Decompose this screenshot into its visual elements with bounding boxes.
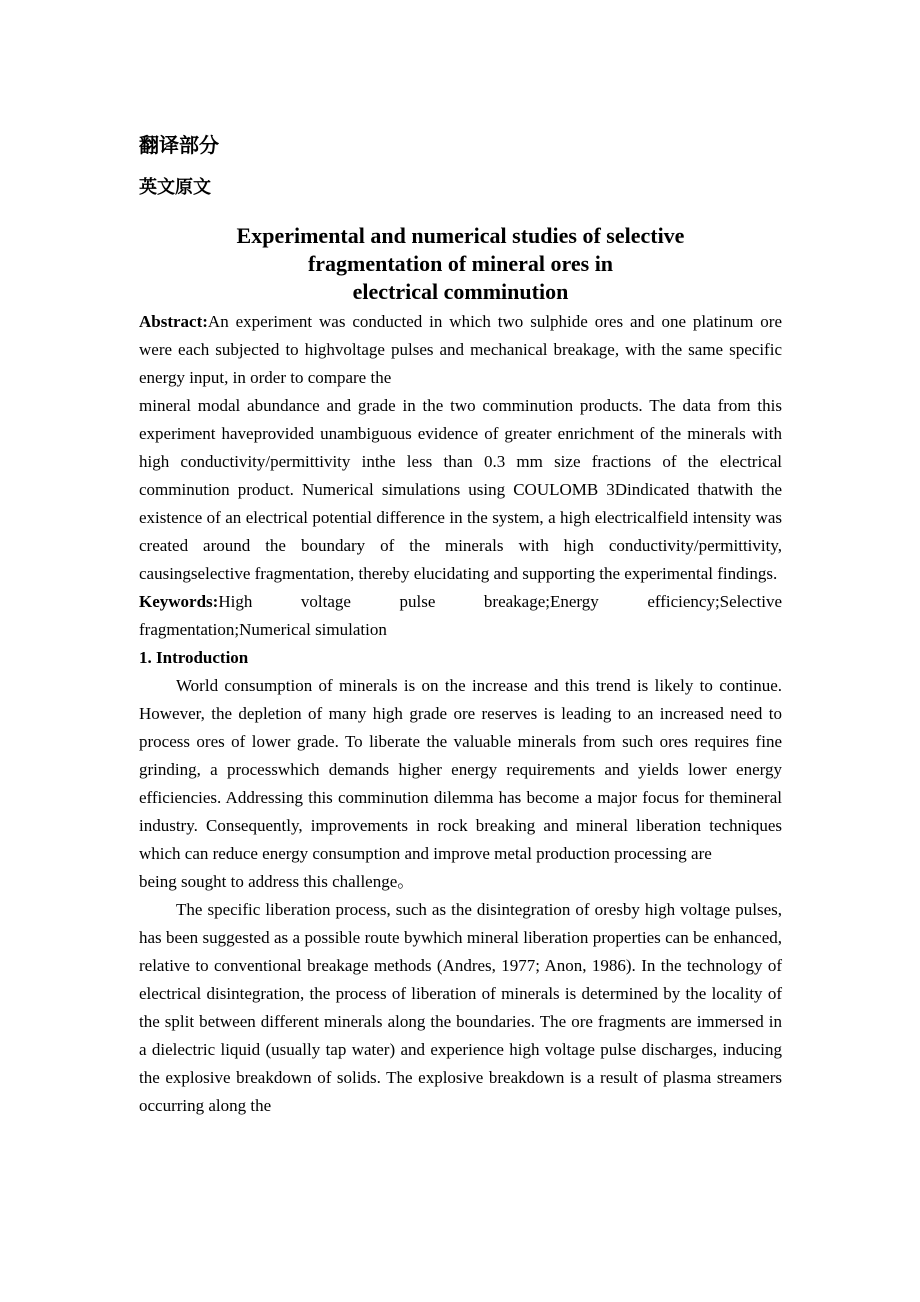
section-heading-cn: 翻译部分 — [139, 133, 219, 157]
article-title-line: Experimental and numerical studies of selective — [236, 223, 685, 248]
intro-paragraph-2: The specific liberation process, such as the disintegration of oresby high voltage pulses, has been suggested as a possible route bywhich mineral liberation properties can be enhanced, relative to conventional breakage methods (Andres, 1977; Anon, 1986). In the technology of electrical disintegration, the process of liberation of minerals is determined by the locality of the split between different minerals along the boundaries. The ore fragments are immersed in a dielectric liquid (usually tap water) and experience high voltage pulse discharges, inducing the explosive breakdown of solids. The explosive breakdown is a result of plasma streamers occurring along the — [139, 900, 782, 1115]
subsection-heading-cn: 英文原文 — [139, 177, 211, 198]
abstract-paragraph — [139, 308, 782, 392]
intro-heading: 1. Introduction — [139, 648, 249, 667]
keywords-continuation: fragmentation;Numerical simulation — [139, 620, 387, 639]
article-title-line: electrical comminution — [352, 279, 569, 304]
intro-paragraph-1-end: being sought to address this challenge。 — [139, 872, 415, 891]
document-page — [139, 128, 782, 1120]
keywords-text: High voltage pulse breakage;Energy efficiency;Selective — [218, 592, 782, 611]
abstract-continuation: mineral modal abundance and grade in the two comminution products. The data from this experiment haveprovided unambiguous evidence of greater enrichment of the minerals with high conductivity/permittivity inthe less than 0.3 mm size fractions of the electrical comminution product. Numerical simulations using COULOMB 3Dindicated thatwith the existence of an electrical potential difference in the system, a high electricalfield intensity was created around the boundary of the minerals with high conductivity/permittivity, causingselective fragmentation, thereby elucidating and supporting the experimental findings. — [139, 396, 782, 583]
article-title — [139, 222, 782, 306]
intro-paragraph-1: World consumption of minerals is on the increase and this trend is likely to continue. However, the depletion of many high grade ore reserves is leading to an increased need to process ores of lower grade. To liberate the valuable minerals from such ores requires fine grinding, a processwhich demands higher energy requirements and yields lower energy efficiencies. Addressing this comminution dilemma has become a major focus for themineral industry. Consequently, improvements in rock breaking and mineral liberation techniques which can reduce energy consumption and improve metal production processing are — [139, 676, 782, 863]
keywords-label: Keywords: — [139, 592, 219, 611]
abstract-text: An experiment was conducted in which two sulphide ores and one platinum ore were each subjected to highvoltage pulses and mechanical breakage, with the same specific energy input, in order to compare the — [139, 312, 782, 387]
keywords-line — [139, 588, 782, 616]
abstract-label: Abstract: — [139, 312, 208, 331]
article-title-line: fragmentation of mineral ores in — [307, 251, 614, 276]
